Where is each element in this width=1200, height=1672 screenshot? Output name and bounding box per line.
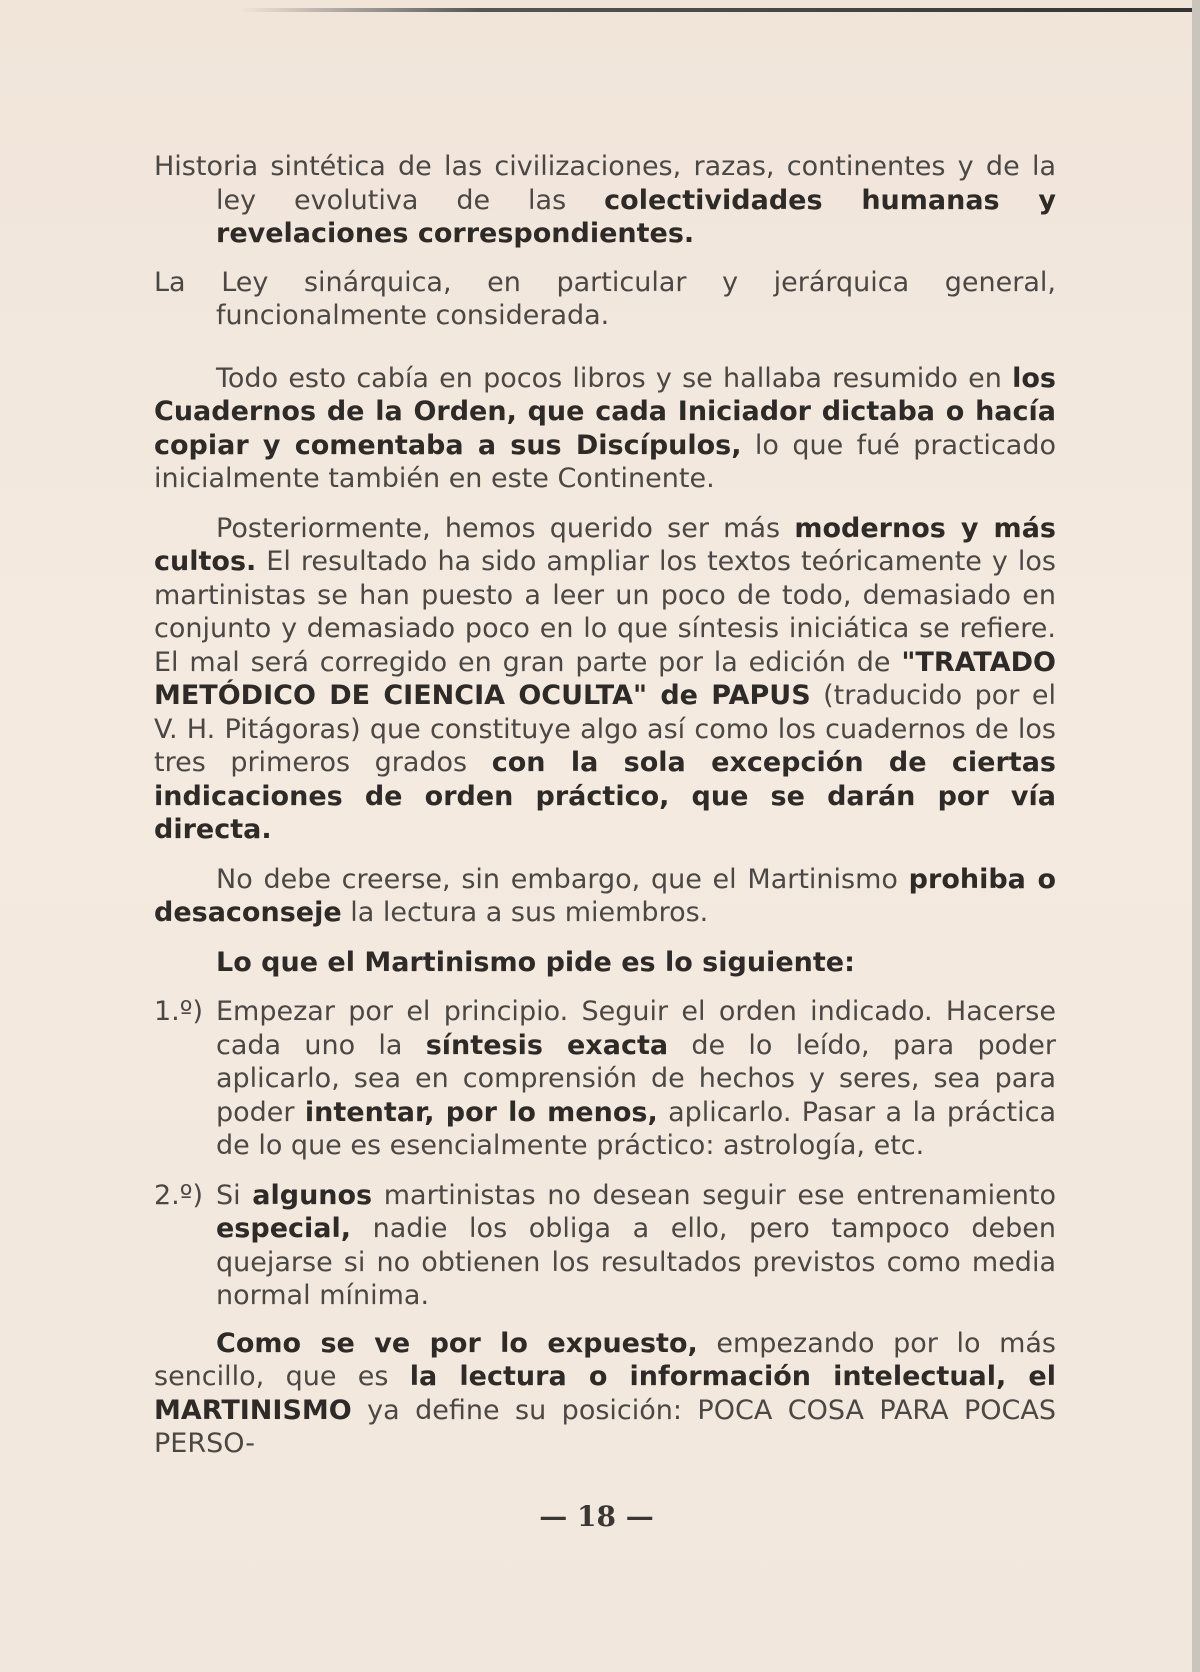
list-number: 1.º) bbox=[154, 996, 204, 1027]
page-body bbox=[154, 150, 1056, 1461]
top-rule bbox=[240, 8, 1200, 12]
list-item-2: 2.º) Si algunos martinistas no desean seguir ese entrenamiento especial, nadie los obliga a ello, pero tampoco deben quejarse si no obtienen los resultados previstos como media normal mínima. bbox=[154, 1179, 1056, 1311]
paragraph-ley: La Ley sinárquica, en particular y jerárquica general, funcionalmente considerada. bbox=[154, 266, 1056, 331]
page-edge bbox=[1192, 0, 1200, 1672]
list-item-1: 1.º) Empezar por el principio. Seguir el orden indicado. Hacerse cada uno la síntesis exacta de lo leído, para poder aplicarlo, sea en comprensión de hechos y seres, sea para poder intentar, por lo menos, aplicarlo. Pasar a la práctica de lo que es esencialmente práctico: astrología, etc. bbox=[154, 996, 1057, 1161]
page-number: — 18 — bbox=[539, 1500, 654, 1533]
paragraph-no-debe: No debe creerse, sin embargo, que el Martinismo prohiba o desaconseje la lectura a sus miembros. bbox=[154, 863, 1056, 928]
list-number: 2.º) bbox=[154, 1179, 204, 1211]
paragraph-todo-esto: Todo esto cabía en pocos libros y se hallaba resumido en los Cuadernos de la Orden, que cada Iniciador dictaba o hacía copiar y comentaba a sus Discípulos, lo que fué practicado inicialmente también en este Continente. bbox=[154, 362, 1056, 494]
paragraph-lo-que-pide: Lo que el Martinismo pide es lo siguiente: bbox=[216, 946, 855, 978]
paragraph-posteriormente: Posteriormente, hemos querido ser más modernos y más cultos. El resultado ha sido ampliar los textos teóricamente y los martinistas se han puesto a leer un poco de todo, demasiado en conjunto y demasiado poco en lo que síntesis iniciática se refiere. El mal será corregido en gran parte por la edición de "TRATADO METÓDICO DE CIENCIA OCULTA" de PAPUS (traducido por el V. H. Pitágoras) que constituye algo así como los cuadernos de los tres primeros grados con la sola excepción de ciertas indicaciones de orden práctico, que se darán por vía directa. bbox=[154, 512, 1057, 845]
paragraph-como-se-ve: Como se ve por lo expuesto, empezando por lo más sencillo, que es la lectura o información intelectual, el MARTINISMO ya define su posición: POCA COSA PARA POCAS PERSO- bbox=[154, 1327, 1056, 1459]
paragraph-historia: Historia sintética de las civilizaciones, razas, continentes y de la ley evolutiva de las colectividades humanas y revelaciones correspondientes. bbox=[154, 151, 1057, 249]
